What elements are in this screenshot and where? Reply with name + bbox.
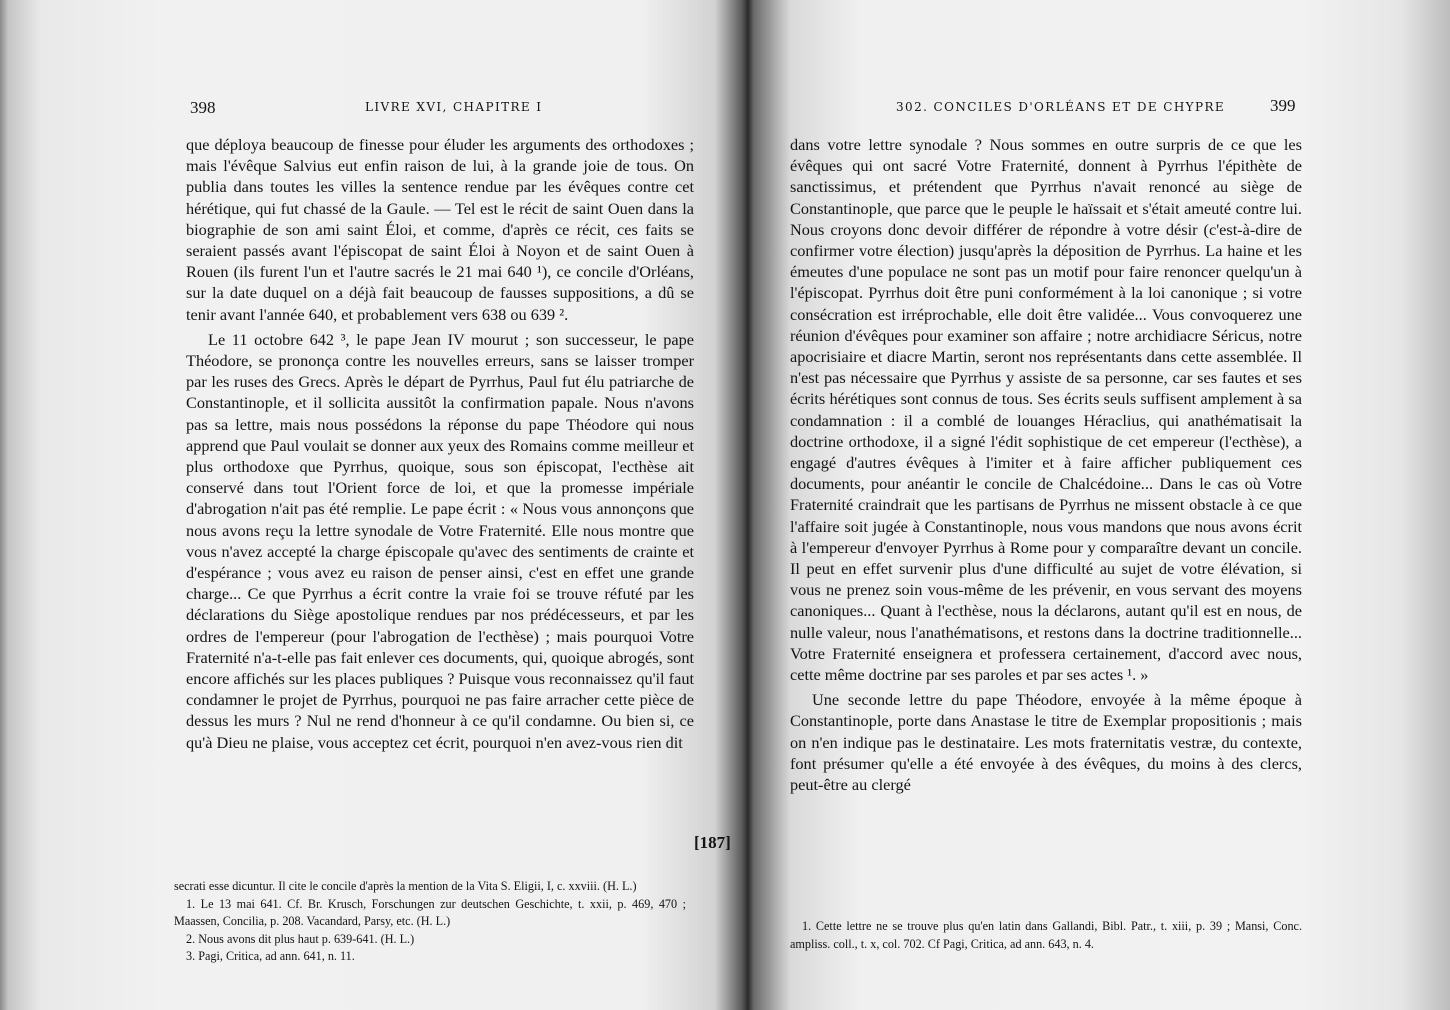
paragraph: Une seconde lettre du pape Théodore, envoyée à la même époque à Constantinople, porte dans Anastase le titre de Exemplar propositionis ; mais on n'en indique pas le destinataire. Les mots fraternitatis vestræ, du contexte, font présumer qu'elle a été envoyée à des évêques, du moins à des clercs, peut-être au clergé [790, 690, 1302, 795]
running-head: 302. CONCILES D'ORLÉANS ET DE CHYPRE [896, 100, 1226, 114]
right-page [748, 0, 1450, 1010]
margin-marker: [187] [694, 833, 731, 852]
footnote: 1. Cette lettre ne se trouve plus qu'en latin dans Gallandi, Bibl. Patr., t. xiii, p. 39 ; Mansi, Conc. ampliss. coll., t. x, col. 702. Cf Pagi, Critica, ad ann. 643, n. 4. [790, 919, 1302, 951]
paragraph: Le 11 octobre 642 ³, le pape Jean IV mourut ; son successeur, le pape Théodore, se prononça contre les nouvelles erreurs, sans se laisser tromper par les ruses des Grecs. Après le départ de Pyrrhus, Paul fut élu patriarche de Constantinople, et il sollicita aussitôt la confirmation papale. Nous n'avons pas sa lettre, mais nous possédons la réponse du pape Théodore qui nous apprend que Paul voulait se donner aux yeux des Romains comme meilleur et plus orthodoxe que Pyrrhus, quoique, sous son épiscopat, l'ecthèse ait conservé dans tout l'Orient force de loi, et que la promesse impériale d'abrogation n'ait pas été remplie. Le pape écrit : « Nous vous annonçons que nous avons reçu la lettre synodale de Votre Fraternité. Elle nous montre que vous n'avez accepté la charge épiscopale qu'avec des sentiments de crainte et d'espérance ; vous avez eu raison de penser ainsi, c'est en effet une grande charge... Ce que Pyrrhus a écrit contre la vraie foi se trouve réfuté par les déclarations du Siège apostolique rendues par nos prédécesseurs, et par les ordres de l'empereur (pour l'abrogation de l'ecthèse) ; mais pourquoi Votre Fraternité n'a-t-elle pas fait enlever ces documents, qui, quoique abrogés, sont encore affichés sur les places publiques ? Puisque vous reconnaissez qu'il faut condamner le projet de Pyrrhus, pourquoi ne pas faire arracher cette pièce de dessus les murs ? Nul ne rend d'honneur à ce qu'il condamne. Ou bien si, ce qu'à Dieu ne plaise, vous acceptez cet écrit, pourquoi n'en avez-vous rien dit [186, 329, 694, 752]
page-number: 399 [1270, 96, 1296, 115]
footnote: 2. Nous avons dit plus haut p. 639-641. (H. L.) [186, 931, 415, 946]
page-number: 398 [190, 98, 216, 117]
paragraph: dans votre lettre synodale ? Nous sommes en outre surpris de ce que les évêques qui ont sacré Votre Fraternité, donnent à Pyrrhus l'épithète de sanctissimus, et prétendent que Pyrrhus n'avait renoncé au siège de Constantinople, que parce que le peuple le haïssait et s'était ameuté contre lui. Nous croyons donc devoir différer de répondre à votre désir (c'est-à-dire de confirmer votre élection) jusqu'après la déposition de Pyrrhus. La haine et les émeutes d'une populace ne sont pas un motif pour faire renoncer quelqu'un à l'épiscopat. Pyrrhus doit être puni conformément à la loi canonique ; si votre consécration est irréprochable, elle doit être validée... Vous convoquerez une réunion d'évêques pour examiner son affaire ; notre archidiacre Séricus, notre apocrisiaire et diacre Martin, seront nos représentants dans cette assemblée. Il n'est pas nécessaire que Pyrrhus y assiste de sa personne, car ses fautes et ses écrits hérétiques sont connus de tous. Ses écrits seuls suffisent amplement à sa condamnation : il a comblé de louanges Héraclius, qui anathématisait la doctrine orthodoxe, il a signé l'édit sophistique de cet empereur (l'ecthèse), a engagé d'autres évêques à l'imiter et à faire afficher publiquement ces documents, pour anéantir le concile de Chalcédoine... Dans le cas où Votre Fraternité craindrait que les partisans de Pyrrhus ne missent obstacle à ce que l'affaire soit jugée à Constantinople, nous vous mandons que nous avons écrit à l'empereur d'envoyer Pyrrhus à Rome pour y comparaître devant un concile. Il peut en effet survenir plus d'une difficulté au sujet de votre élévation, si vous ne prenez soin vous-même de les prévenir, en vous servant des moyens canoniques... Quant à l'ecthèse, nous la déclarons, autant qu'il est en nous, de nulle valeur, nous l'anathématisons, et restons dans la doctrine traditionnelle... Votre Fraternité enseignera et professera certainement, d'accord avec nous, cette même doctrine par ses paroles et par ses actes ¹. » [790, 135, 1302, 685]
body-text [790, 134, 1302, 795]
footnote: 1. Le 13 mai 641. Cf. Br. Krusch, Forschungen zur deutschen Geschichte, t. xxii, p. 469, 470 ; Maassen, Concilia, p. 208. Vacandard, Parsy, etc. (H. L.) [174, 896, 686, 929]
footnote: secrati esse dicuntur. Il cite le concile d'après la mention de la Vita S. Eligii, I, c. xxviii. (H. L.) [174, 879, 637, 893]
running-head: LIVRE XVI, CHAPITRE I [365, 100, 543, 114]
body-text [186, 134, 694, 753]
footnotes [790, 918, 1302, 953]
footnote: 3. Pagi, Critica, ad ann. 641, n. 11. [186, 949, 355, 964]
paragraph: que déploya beaucoup de finesse pour éluder les arguments des orthodoxes ; mais l'évêque Salvius eut enfin raison de lui, à la grande joie de tous. On publia dans toutes les villes la sentence rendue par les évêques contre cet hérétique, qui fut chassé de la Gaule. — Tel est le récit de saint Ouen dans la biographie de son ami saint Éloi, et comme, d'après ce récit, ces faits se seraient passés avant l'épiscopat de saint Éloi à Noyon et de saint Ouen à Rouen (ils furent l'un et l'autre sacrés le 21 mai 640 ¹), ce concile d'Orléans, sur la date duquel on a déjà fait beaucoup de fausses suppositions, a dû se tenir avant l'année 640, et probablement vers 638 ou 639 ². [186, 135, 694, 324]
footnotes [174, 878, 686, 966]
